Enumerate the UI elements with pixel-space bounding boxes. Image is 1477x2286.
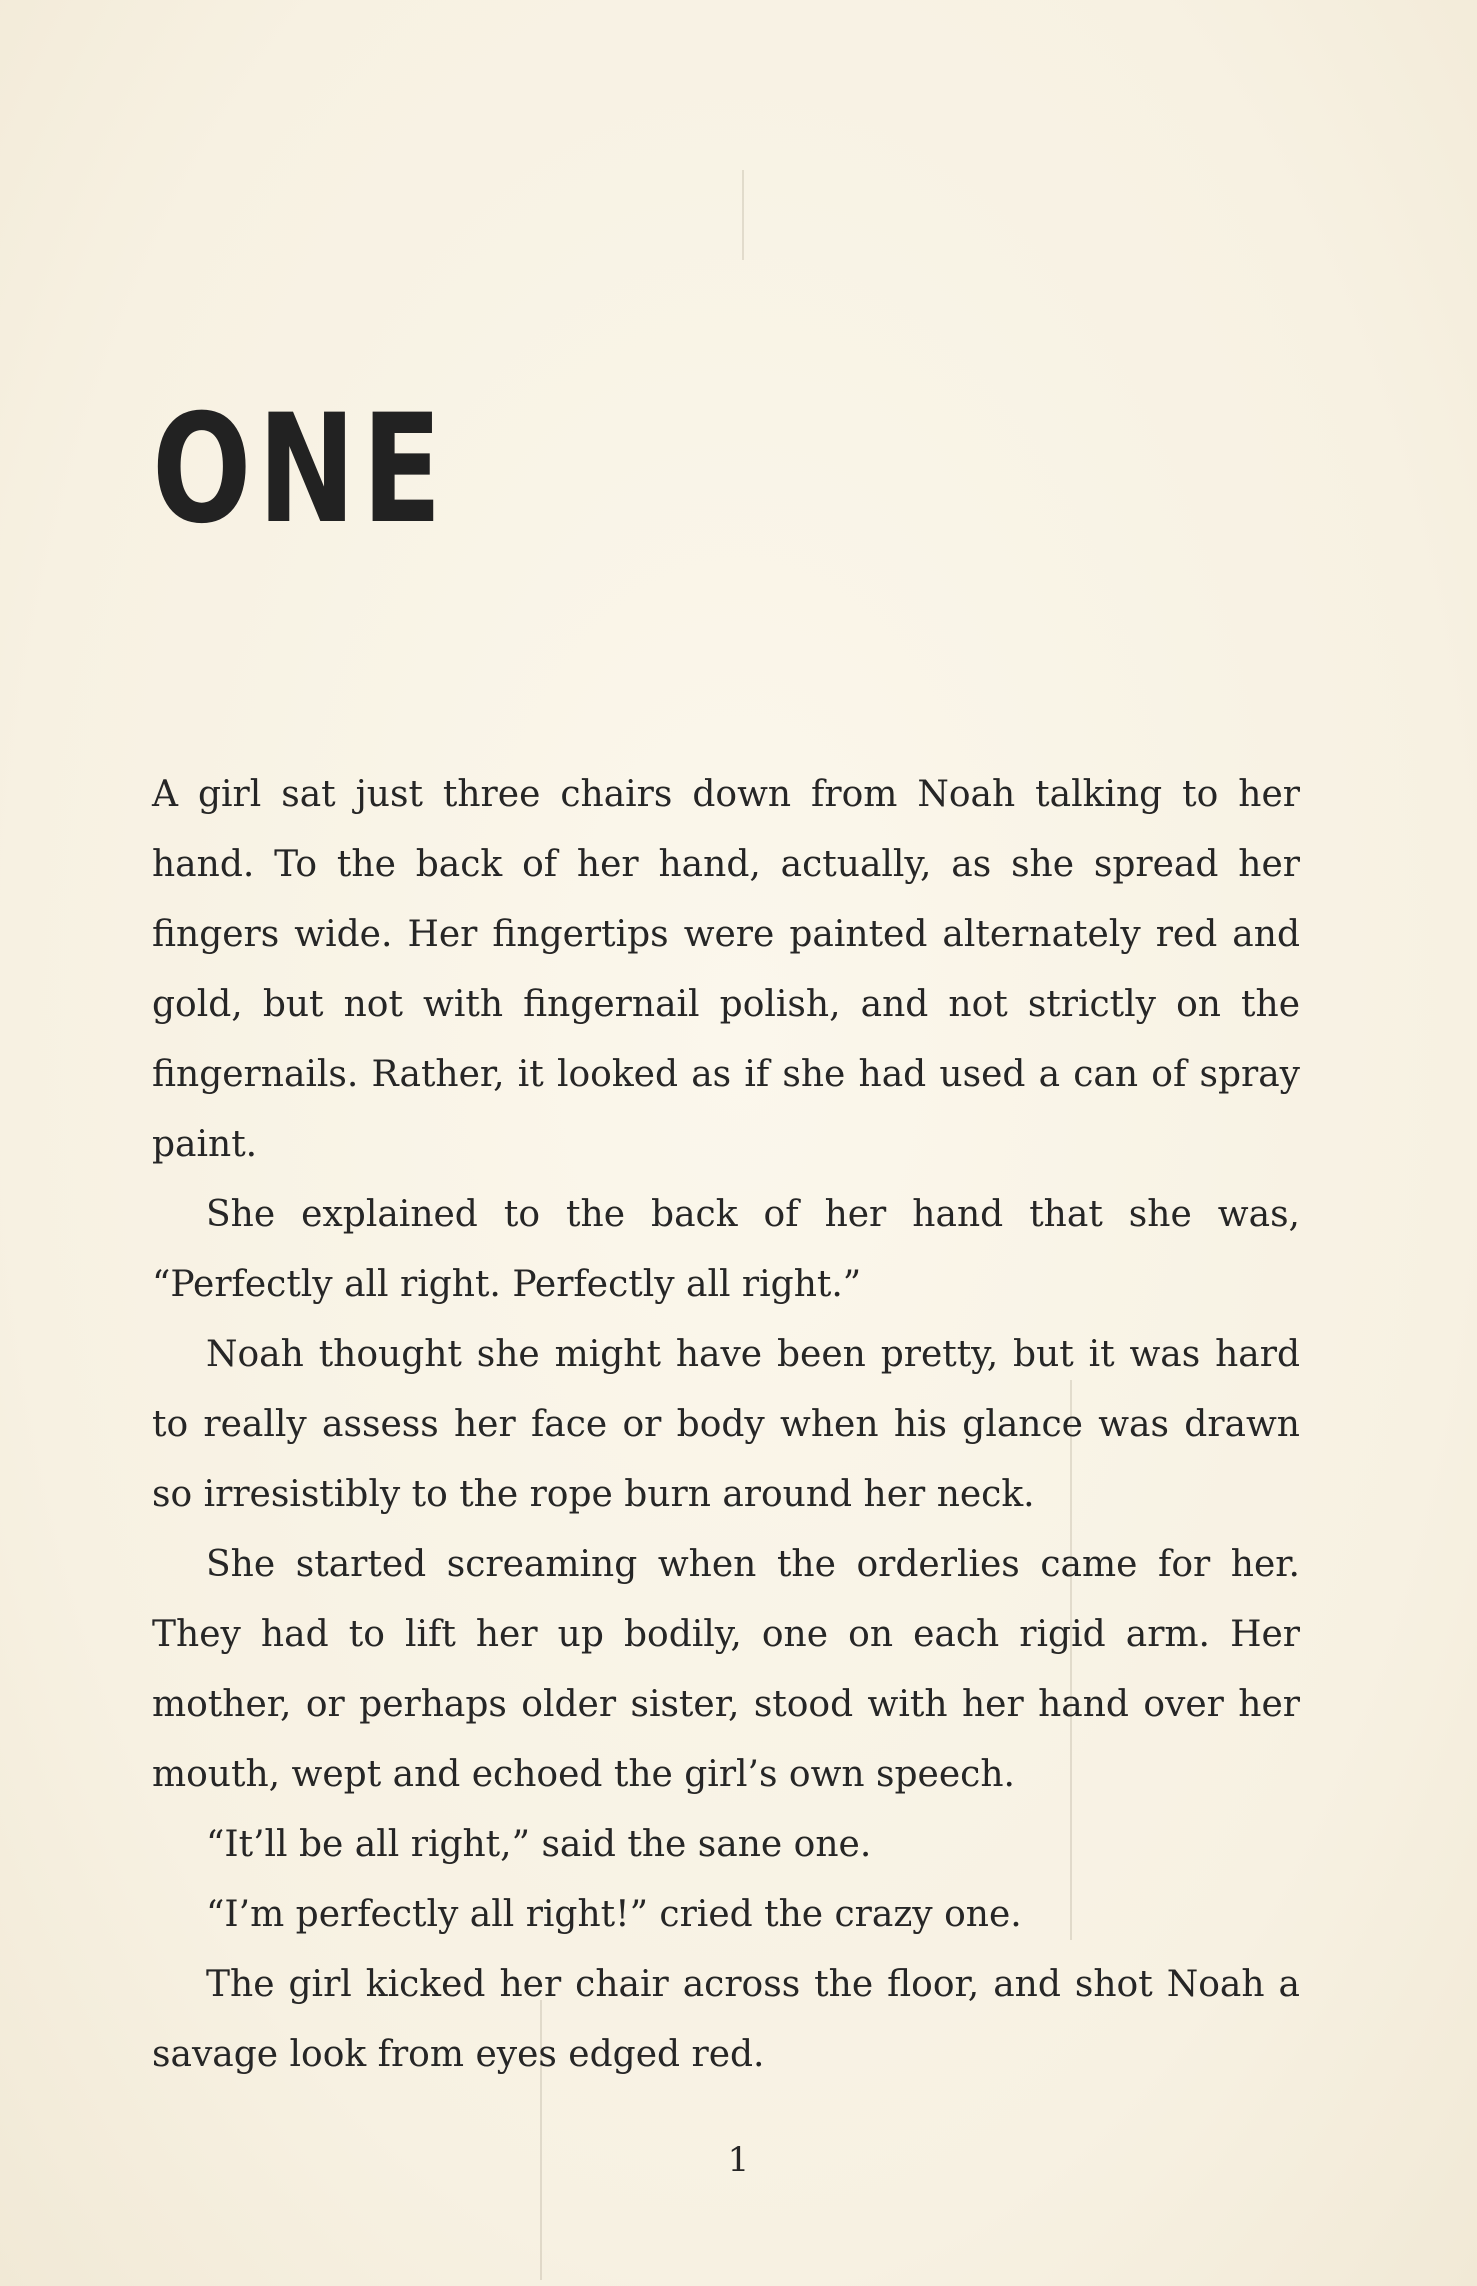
paragraph: A girl sat just three chairs down from Noah talking to her hand. To the back of her hand, actually, as she spread her fingers wide. Her fingertips were painted alternately red and gold, but not with fingernail polish, and not strictly on the fingernails. Rather, it looked as if she had used a can of spray paint.	[152, 774, 1300, 1165]
chapter-body	[152, 760, 1300, 2090]
paragraph: “It’ll be all right,” said the sane one.	[206, 1824, 872, 1865]
paragraph: She explained to the back of her hand that she was, “Perfectly all right. Perfectly all right.”	[152, 1194, 1300, 1305]
chapter-title: ONE	[152, 383, 449, 557]
page-number: 1	[727, 2140, 750, 2180]
paragraph: She started screaming when the orderlies came for her. They had to lift her up bodily, one on each rigid arm. Her mother, or perhaps older sister, stood with her hand over her mouth, wept and echoed the girl’s own speech.	[152, 1544, 1300, 1795]
paragraph: “I’m perfectly all right!” cried the crazy one.	[206, 1894, 1022, 1935]
paragraph: Noah thought she might have been pretty, but it was hard to really assess her face or body when his glance was drawn so irresistibly to the rope burn around her neck.	[152, 1334, 1300, 1515]
paragraph: The girl kicked her chair across the floor, and shot Noah a savage look from eyes edged red.	[152, 1964, 1300, 2075]
page-crease	[742, 170, 744, 260]
